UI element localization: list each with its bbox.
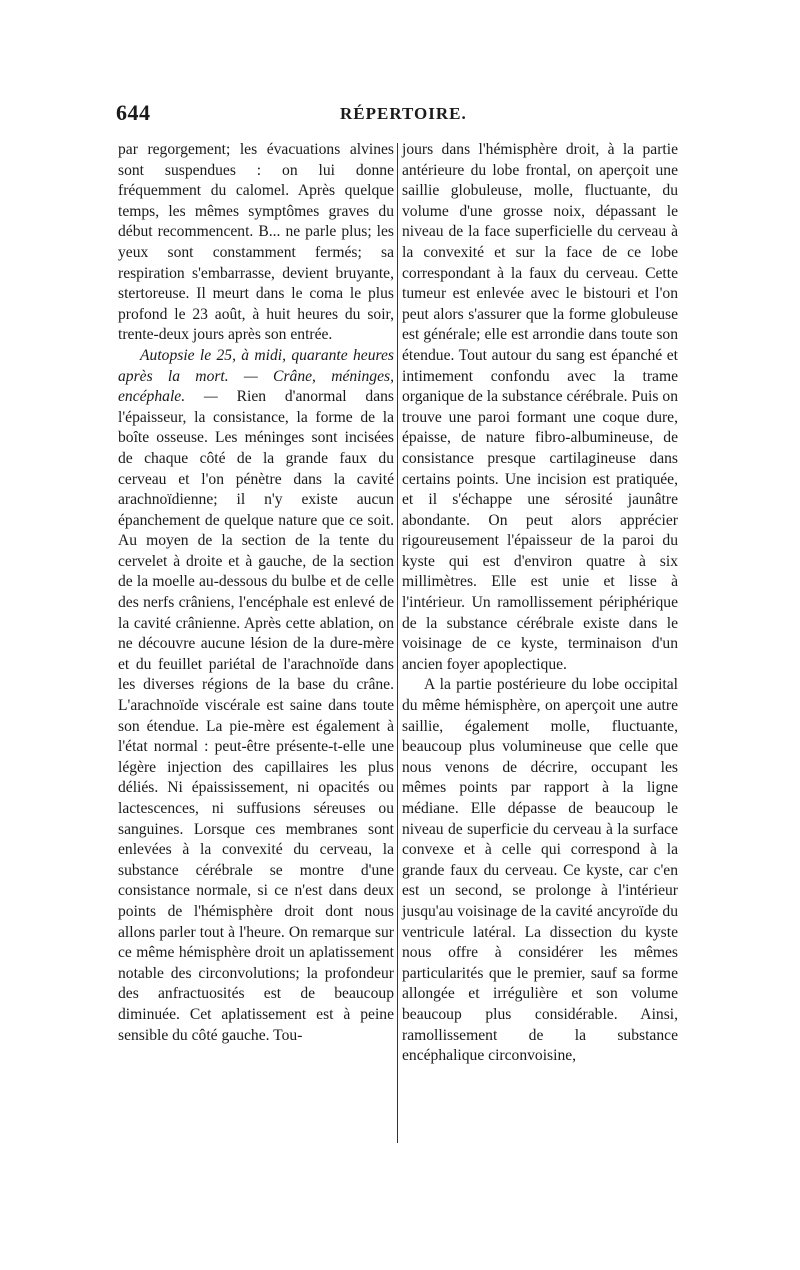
right-paragraph-2: A la partie postérieure du lobe occipital du même hémisphère, on aperçoit une autre saillie, également molle, fluctuante, beaucoup plus volumineuse que celle que nous venons de décrire, occupant les mêmes points par rapport à la ligne médiane. Elle dépasse de beaucoup le niveau de superficie du cerveau à la surface convexe et à celle qui correspond à la grande faux du cerveau. Ce kyste, car c'en est un second, se prolonge à l'intérieur jusqu'au voisinage de la cavité ancyroïde du ventricule latéral. La dissection du kyste nous offre à considérer les mêmes particularités que le premier, sauf sa forme allongée et irrégulière et son volume beaucoup plus considérable. Ainsi, ramollissement de la substance encéphalique circonvoisine, [402,676,678,1065]
page-number: 644 [116,100,151,125]
autopsy-heading: Autopsie le 25, à midi, quarante heures après la mort. — Crâne, méninges, encéphale. — [118,346,394,406]
left-paragraph-1: par regorgement; les évacuations alvines sont suspendues : on lui donne fréquemment du calomel. Après quelque temps, les mêmes symptômes graves du début recommencent. B... ne parle plus; les yeux sont constamment fermés; sa respiration s'embarrasse, devient bruyante, stertoreuse. Il meurt dans le coma le plus profond le 23 août, à huit heures du soir, trente-deux jours après son entrée. [118,141,394,344]
autopsy-text: Rien d'anormal dans l'épaisseur, la consistance, la forme de la boîte osseuse. Les méninges sont incisées de chaque côté de la grande faux du cerveau et l'on pénètre dans la cavité arachnoïdienne; il n'y existe aucun épanchement de quelque nature que ce soit. Au moyen de la section de la tente du cervelet à droite et à gauche, de la section de la moelle au-dessous du bulbe et de celle des nerfs crâniens, l'encéphale est enlevé de la cavité crânienne. Après cette ablation, on ne découvre aucune lésion de la dure-mère et du feuillet pariétal de l'arachnoïde dans les diverses régions de la base du crâne. L'arachnoïde viscérale est saine dans toute son étendue. La pie-mère est également à l'état normal : peut-être présente-t-elle une légère injection des capillaires les plus déliés. Ni épaississement, ni opacités ou lactescences, ni suffusions séreuses ou sanguines. Lorsque ces membranes sont enlevées à la convexité du cerveau, la substance cérébrale se montre d'une consistance normale, si ce n'est dans deux points de l'hémisphère droit dont nous allons parler tout à l'heure. On remarque sur ce même hémisphère droit un aplatissement notable des circonvolutions; la profondeur des anfractuosités est de beaucoup diminuée. Cet aplatissement est à peine sensible du côté gauche. Tou- [118,388,394,1044]
running-head: RÉPERTOIRE. [340,104,467,123]
right-paragraph-1: jours dans l'hémisphère droit, à la partie antérieure du lobe frontal, on aperçoit une saillie globuleuse, molle, fluctuante, du volume d'une grosse noix, dépassant le niveau de la face superficielle du cerveau à la convexité et sur la face de ce lobe correspondant à la faux du cerveau. Cette tumeur est enlevée avec le bistouri et l'on peut alors s'assurer que la forme globuleuse est générale; elle est arrondie dans toute son étendue. Tout autour du sang est épanché et intimement confondu avec la trame organique de la substance cérébrale. Puis on trouve une paroi formant une coque dure, épaisse, de nature fibro-albumineuse, de consistance presque cartilagineuse dans certains points. Une incision est pratiquée, et il s'échappe une sérosité jaunâtre abondante. On peut alors apprécier rigoureusement l'épaisseur de la paroi du kyste qui est d'environ quatre à six millimètres. Elle est unie et lisse à l'intérieur. Un ramollissement périphérique de la substance cérébrale existe dans le voisinage de ce kyste, terminaison d'un ancien foyer apoplectique. [402,141,678,673]
left-paragraph-2 [118,346,394,1046]
left-column [118,140,394,1046]
column-divider [397,143,398,1143]
page-header [116,100,684,132]
right-column [402,140,678,1067]
